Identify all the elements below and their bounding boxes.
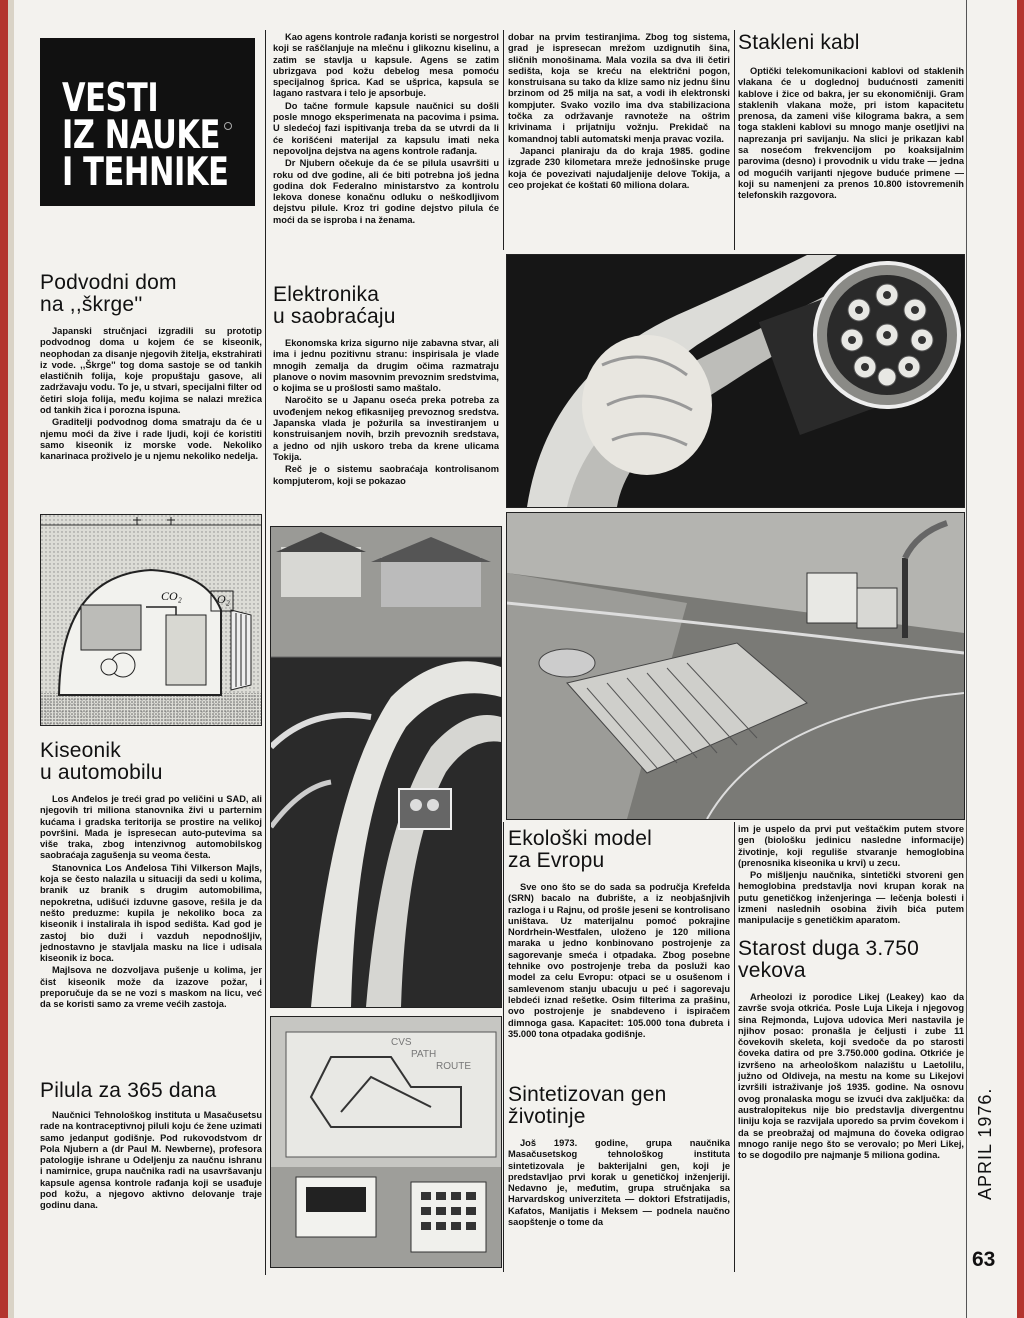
- masthead-line-2: IZ NAUKE: [62, 113, 220, 158]
- page-number: 63: [972, 1248, 996, 1271]
- article-title: Kiseonik u automobilu: [40, 740, 163, 784]
- article-pilula-continued: [273, 32, 499, 272]
- article-sintetizovan-gen: [508, 1084, 730, 1274]
- masthead-line-3: I TEHNIKE: [62, 150, 229, 195]
- aerial-illustration: [507, 513, 964, 819]
- article-title: Sintetizovan gen životinje: [508, 1084, 667, 1128]
- article-title: Podvodni dom na ,,škrge'': [40, 272, 177, 316]
- article-body: Sve ono što se do sada sa područja Krefelda (SRN) bacalo na đubrište, a iz neobjašnjivih razloga i u Rajnu, od prošle jeseni se kontrolisano uništava. Uz materijalnu pomoć pokrajine Nordrhein-Westfalen, uloženo je 120 miliona maraka u jedno konbinovano postrojenje za sagorevanje smeća i otpadaka. Zbog posebne tehnike ovo postrojenje treba da posluži kao model za celu Evropu: otpaci se u osušenom i samlevenom stanju ubacuju u peć i sagorevaju lebdeći iznad rešetke. Osim filterima za prašinu, ovo postrojenje je snabdeveno i ispiračem dimnoga gasa. Kapacitet: 105.000 tona đubreta i 35.000 tona otpadaka godišnje.: [508, 882, 730, 1039]
- sign-line-3: ROUTE: [436, 1061, 471, 1072]
- sign-line-1: CVS: [391, 1037, 412, 1048]
- monorail-illustration: [271, 527, 501, 1007]
- article-starost: [738, 938, 964, 1274]
- article-body: Kao agens kontrole rađanja koristi se norgestrol koji se raščlanjuje na mlečnu i glikoznu kiselinu, a zatim se stavlja u kapsule. Agens se zatim ubrizgava pod kožu debelog mesa pomoću specijalnog šprica. Kad se ušprica, kapsula se lagano rastvara i telo je apsorbuje. Do tačne formule kapsule naučnici su došli posle mnogo eksperimenata na pacovima i psima. U sledećoj fazi ispitivanja treba da se utvrdi da li će korišćeni materijal za kapsulu imati neka nepovoljna dejstva na agens kontrole rađanja. Dr Njubern očekuje da će se pilula usavršiti u roku od dve godine, ali će biti potrebna još jedna godina dok Federalno ministarstvo za kontrolu lekova donese konačnu odluku o neškodljivom dejstvu pilule. Kroz tri godine dejstvo pilula će moći da se isproba i na ženama.: [273, 32, 499, 225]
- article-body: Ekonomska kriza sigurno nije zabavna stvar, ali ima i jednu pozitivnu stranu: inspirisala je vlade mnogih zemalja da drugim očima razmatraju planove o novim masovnim prevoznim sredstvima, o kojima se u prošlosti samo maštalo. Naročito se u Japanu oseća preka potreba za uvođenjem nekog efikasnijeg prevoznog sredstva. Japanska vlada je požurila sa investiranjem u konstruisanjem novih, brzih prevoznih sredstava, a jedno od njih uskoro treba da krene ulicama Tokija. Reč je o sistemu saobraćaja kontrolisanom kompjuterom, koji se pokazao: [273, 338, 499, 486]
- column-rule: [503, 822, 504, 1272]
- article-elektronika: [273, 284, 499, 524]
- sign-line-2: PATH: [411, 1049, 437, 1060]
- article-body: dobar na prvim testiranjima. Zbog tog sistema, grad je ispresecan mrežom uzdignutih šina, sličnih monošinama. Mala vozila sa dva ili četiri sedišta, koja se kreću na električni pogon, konstruisana su tako da klize samo niz jednu šinu brzinom od 25 milja na sat, a vodi ih elektronski kompjuter. Svako vozilo ima dva stabilizaciona točka za održavanje ravnoteže na oštrim krivinama i prijatniju vožnju. Prekidač na komandnoj tabli automatski menja pravac vozila. Japanci planiraju da do kraja 1985. godine izgrade 230 kilometara mreže jednošinske pruge koja će povezivati najudaljenije delove Tokija, a ceo projekat će koštati 60 miliona dolara.: [508, 32, 730, 190]
- article-ekoloski-model: [508, 828, 730, 1078]
- page-gutter: [8, 0, 14, 1318]
- diagram-illustration: [41, 515, 261, 725]
- article-title: Pilula za 365 dana: [40, 1080, 217, 1102]
- issue-date: APRIL 1976.: [975, 1087, 995, 1200]
- article-body: Los Anđelos je treći grad po veličini u SAD, ali njegovih tri miliona stanovnika živi u parternim kućama i gradska teritorija se prostire na velikoj površini. Mada je ispresecan auto-putevima sa više traka, zbog intenzivnog automobilskog saobraćaja zagušenja su veoma česta. Stanovnica Los Anđelosa Tihi Vilkerson Majls, koja se često nalazila u situaciji da sedi u kolima, branik uz branik s drugim automobilima, nepokretna, udišući izduvne gasove, rešila je da nešto preduzme: kupila je nekoliko boca za kiseonik i instalirala ih ispod sedišta. Kad god je zastoj bio duži i vazduh nepodnošljiv, jednostavno je stavljala masku na lice i udisala kiseonik iz boca. Majlsova ne dozvoljava pušenje u kolima, jer čist kiseonik može da izazove požar, i preporučuje da se ne vozi s maskom na licu, već da se koristi samo za vreme većih zastoja.: [40, 794, 262, 1010]
- margin-rule: [966, 0, 967, 1318]
- column-rule: [503, 30, 504, 250]
- control-panel-photo: [270, 1016, 502, 1268]
- article-sintetizovan-continued: [738, 824, 964, 934]
- masthead-line-1: VESTI: [62, 76, 159, 121]
- article-stakleni-kabl: [738, 32, 964, 250]
- column-rule: [734, 30, 735, 250]
- masthead-dot-icon: [224, 122, 232, 130]
- control-panel-illustration: [271, 1017, 501, 1267]
- o2-label: O₂: [217, 592, 230, 606]
- article-podvodni-dom: [40, 272, 262, 512]
- fiber-cable-illustration: [507, 255, 964, 507]
- waste-plant-aerial-photo: [506, 512, 965, 820]
- article-kiseonik: [40, 740, 262, 1074]
- article-title: Stakleni kabl: [738, 32, 860, 54]
- co2-label: CO₂: [161, 589, 182, 603]
- fiber-cable-photo: [506, 254, 965, 508]
- article-body: im je uspelo da prvi put veštačkim putem stvore gen (biološku jedinicu nasledne informacije) životinje, koji reguliše stvaranje hemoglobina (prenosnika kiseonika u krvi) u zecu. Po mišljenju naučnika, sintetički stvoreni gen hemoglobina predstavlja novi krupan korak na putu genetičkog inženjeringa — lečenja bolesti i izmeni naslednih osobina živih bića putem manipulacije s genetičkim aparatom.: [738, 824, 964, 926]
- article-body: Japanski stručnjaci izgradili su prototip podvodnog doma u kojem će se kiseonik, neophodan za disanje njegovih žitelja, ekstrahirati iz vode. ,,Škrge'' tog doma sastoje se od tankih elastičnih folija, koje propuštaju gasove, ali zadržavaju vodu. To je, u stvari, specijalni filter od četiri sloja folija, među kojima se nalazi mrežica od tankih žica i porozna ispuna. Graditelji podvodnog doma smatraju da će u njemu moći da žive i rade ljudi, koji će koristiti samo kiseonik iz morske vode. Nekoliko kanarinaca proživelo je u njemu nekoliko nedelja.: [40, 326, 262, 462]
- article-title: Ekološki model za Evropu: [508, 828, 653, 872]
- article-title: Starost duga 3.750 vekova: [738, 938, 920, 982]
- binding-edge-right: [1017, 0, 1024, 1318]
- article-body: Optički telekomunikacioni kablovi od staklenih vlakana će u doglednoj budućnosti zameniti kablove i žice od bakra, jer su ekonomičniji. Gram staklenih vlakana može, pri istom kapacitetu prenosa, da zameni više kilograma bakra, a sem toga stakleni kablovi su mnogo manje osetljivi na naprezanja pri savijanju. Na slici je prikazan kabl sa nosećom frekvencijom po koaksijalnim parovima (desno) i provodnik u vidu trake — jedna od mogućih varijanti njegove buduće primene — koji su namenjeni za prenos 10.800 istovremenih telefonskih razgovora.: [738, 66, 964, 201]
- article-body: Arheolozi iz porodice Likej (Leakey) kao da završe svoja otkrića. Posle Luja Likeja i njegovog sina Rejmonda, Lujova udovica Meri nastavila je njihov posao: pronašla je čeljusti i zube 11 čovekovih skeleta, koji svedoče da po starosti čoveka datira od pre 3.750.000 godina. Otkriće je izvršeno na arheološkom nalazištu u Laetolilu, južno od Oldiveja, na mestu na kome su Likejovi izvršili istraživanje još 1935. godine. Na osnovu ovog pronalaska mogu se izvući dva zaključka: da australopitekus nije bio predstavlja divergentnu liniju koja se razvijala uporedo sa prvim čovekom i da se preobražaj od majmuna do čoveka odigrao mnogo ranije nego što se verovalo; po Meri Likej, to se dogodilo pre najmanje 5 miliona godina.: [738, 992, 964, 1161]
- article-body: Još 1973. godine, grupa naučnika Masačusetskog tehnološkog instituta sintetizovala je bakterijalni gen, koji je predstavljao prvi korak u genetičkoj inženjeriji. Nedavno je, međutim, grupa stručnjaka sa Harvardskog univerziteta — doktori Efstratijadis, Kafatos, Manijatis i Meksem — podnela naučno saopštenje o tome da: [508, 1138, 730, 1228]
- monorail-photo: [270, 526, 502, 1008]
- column-rule: [734, 822, 735, 1272]
- binding-edge-left: [0, 0, 8, 1318]
- article-pilula: [40, 1080, 262, 1250]
- article-title: Elektronika u saobraćaju: [273, 284, 396, 328]
- underwater-house-diagram: [40, 514, 262, 726]
- section-masthead: [40, 38, 255, 206]
- article-elektronika-continued: [508, 32, 730, 252]
- article-body: Naučnici Tehnološkog instituta u Masačusetsu rade na kontraceptivnoj piluli koju će žene uzimati samo jedanput godišnje. Pod rukovodstvom dr Pola Njubern a (dr Paul M. Newberne), profesora patologije ishrane u Odeljenju za naučnu ishranu i namirnice, grupa naučnika radi na usavršavanju kapsule agensa kontrole rađanja koji se usađuje pod kožu, a njegovo aktivno delovanje traje godinu dana.: [40, 1110, 262, 1211]
- column-rule: [265, 30, 266, 1275]
